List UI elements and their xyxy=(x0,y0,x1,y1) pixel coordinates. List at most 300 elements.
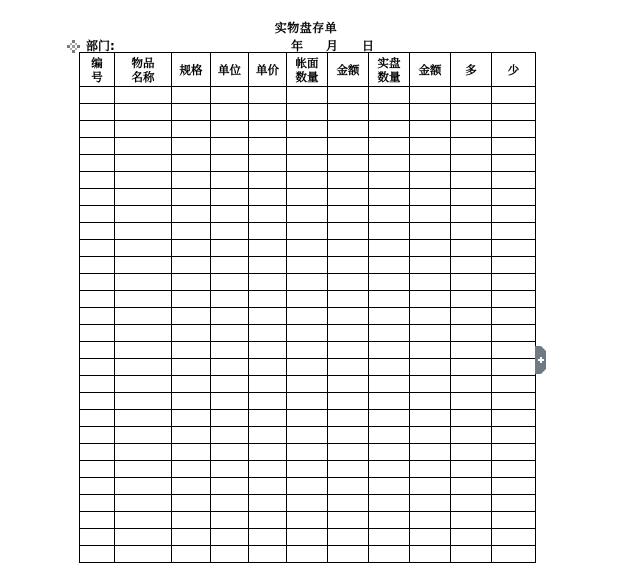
table-cell[interactable] xyxy=(115,512,172,529)
table-cell[interactable] xyxy=(287,87,328,104)
table-cell[interactable] xyxy=(172,529,211,546)
table-cell[interactable] xyxy=(369,223,410,240)
table-cell[interactable] xyxy=(328,410,369,427)
table-cell[interactable] xyxy=(172,274,211,291)
table-cell[interactable] xyxy=(328,325,369,342)
table-cell[interactable] xyxy=(410,529,451,546)
table-cell[interactable] xyxy=(328,376,369,393)
table-cell[interactable] xyxy=(328,427,369,444)
table-cell[interactable] xyxy=(492,444,536,461)
table-cell[interactable] xyxy=(369,529,410,546)
table-cell[interactable] xyxy=(369,87,410,104)
table-cell[interactable] xyxy=(492,291,536,308)
table-cell[interactable] xyxy=(80,223,115,240)
table-cell[interactable] xyxy=(287,359,328,376)
table-cell[interactable] xyxy=(172,495,211,512)
table-cell[interactable] xyxy=(328,495,369,512)
table-cell[interactable] xyxy=(80,325,115,342)
table-cell[interactable] xyxy=(172,478,211,495)
table-cell[interactable] xyxy=(249,342,287,359)
table-cell[interactable] xyxy=(115,393,172,410)
table-cell[interactable] xyxy=(249,121,287,138)
table-cell[interactable] xyxy=(287,206,328,223)
header-unit-price[interactable]: 单价 xyxy=(249,53,287,87)
table-cell[interactable] xyxy=(211,461,249,478)
table-cell[interactable] xyxy=(328,342,369,359)
table-cell[interactable] xyxy=(451,461,492,478)
table-cell[interactable] xyxy=(451,546,492,563)
table-cell[interactable] xyxy=(328,359,369,376)
table-cell[interactable] xyxy=(492,189,536,206)
table-cell[interactable] xyxy=(410,393,451,410)
table-cell[interactable] xyxy=(249,546,287,563)
table-cell[interactable] xyxy=(410,427,451,444)
table-cell[interactable] xyxy=(492,410,536,427)
table-cell[interactable] xyxy=(80,478,115,495)
table-cell[interactable] xyxy=(115,308,172,325)
table-cell[interactable] xyxy=(115,121,172,138)
table-cell[interactable] xyxy=(287,172,328,189)
table-cell[interactable] xyxy=(451,274,492,291)
table-cell[interactable] xyxy=(369,495,410,512)
table-cell[interactable] xyxy=(249,172,287,189)
table-cell[interactable] xyxy=(249,427,287,444)
table-cell[interactable] xyxy=(172,512,211,529)
table-cell[interactable] xyxy=(287,104,328,121)
table-cell[interactable] xyxy=(80,155,115,172)
table-cell[interactable] xyxy=(492,87,536,104)
table-cell[interactable] xyxy=(211,308,249,325)
table-cell[interactable] xyxy=(115,87,172,104)
table-cell[interactable] xyxy=(328,529,369,546)
table-cell[interactable] xyxy=(287,274,328,291)
table-cell[interactable] xyxy=(492,223,536,240)
table-cell[interactable] xyxy=(451,104,492,121)
table-cell[interactable] xyxy=(451,342,492,359)
table-cell[interactable] xyxy=(369,274,410,291)
table-cell[interactable] xyxy=(287,325,328,342)
table-cell[interactable] xyxy=(115,495,172,512)
table-cell[interactable] xyxy=(287,257,328,274)
table-cell[interactable] xyxy=(172,342,211,359)
table-cell[interactable] xyxy=(211,104,249,121)
table-cell[interactable] xyxy=(492,138,536,155)
table-cell[interactable] xyxy=(492,240,536,257)
table-cell[interactable] xyxy=(410,189,451,206)
table-cell[interactable] xyxy=(115,410,172,427)
header-surplus[interactable]: 多 xyxy=(451,53,492,87)
table-cell[interactable] xyxy=(172,257,211,274)
table-cell[interactable] xyxy=(211,223,249,240)
table-cell[interactable] xyxy=(451,427,492,444)
table-cell[interactable] xyxy=(369,121,410,138)
header-book-amount[interactable]: 金额 xyxy=(328,53,369,87)
table-cell[interactable] xyxy=(369,104,410,121)
table-cell[interactable] xyxy=(80,529,115,546)
table-cell[interactable] xyxy=(211,325,249,342)
table-cell[interactable] xyxy=(172,376,211,393)
table-cell[interactable] xyxy=(115,546,172,563)
table-cell[interactable] xyxy=(80,495,115,512)
table-cell[interactable] xyxy=(211,410,249,427)
table-cell[interactable] xyxy=(249,461,287,478)
table-cell[interactable] xyxy=(80,410,115,427)
table-cell[interactable] xyxy=(80,393,115,410)
table-cell[interactable] xyxy=(115,444,172,461)
table-cell[interactable] xyxy=(172,308,211,325)
table-cell[interactable] xyxy=(328,172,369,189)
table-cell[interactable] xyxy=(172,189,211,206)
table-cell[interactable] xyxy=(211,189,249,206)
table-cell[interactable] xyxy=(328,478,369,495)
table-cell[interactable] xyxy=(328,155,369,172)
table-cell[interactable] xyxy=(451,359,492,376)
table-cell[interactable] xyxy=(211,257,249,274)
table-cell[interactable] xyxy=(328,257,369,274)
table-cell[interactable] xyxy=(451,257,492,274)
table-cell[interactable] xyxy=(249,410,287,427)
table-cell[interactable] xyxy=(249,512,287,529)
table-cell[interactable] xyxy=(287,189,328,206)
table-cell[interactable] xyxy=(410,223,451,240)
table-cell[interactable] xyxy=(451,444,492,461)
table-cell[interactable] xyxy=(211,495,249,512)
table-cell[interactable] xyxy=(115,189,172,206)
table-cell[interactable] xyxy=(249,87,287,104)
table-cell[interactable] xyxy=(410,308,451,325)
table-cell[interactable] xyxy=(328,87,369,104)
table-cell[interactable] xyxy=(249,240,287,257)
table-cell[interactable] xyxy=(211,172,249,189)
table-cell[interactable] xyxy=(211,376,249,393)
table-cell[interactable] xyxy=(492,478,536,495)
table-cell[interactable] xyxy=(410,87,451,104)
table-cell[interactable] xyxy=(492,495,536,512)
table-cell[interactable] xyxy=(172,223,211,240)
table-cell[interactable] xyxy=(492,342,536,359)
table-cell[interactable] xyxy=(211,444,249,461)
table-cell[interactable] xyxy=(115,138,172,155)
table-cell[interactable] xyxy=(410,342,451,359)
table-cell[interactable] xyxy=(328,444,369,461)
table-cell[interactable] xyxy=(287,155,328,172)
header-spec[interactable]: 规格 xyxy=(172,53,211,87)
table-cell[interactable] xyxy=(410,359,451,376)
table-cell[interactable] xyxy=(410,138,451,155)
table-cell[interactable] xyxy=(369,172,410,189)
table-cell[interactable] xyxy=(328,189,369,206)
table-cell[interactable] xyxy=(80,308,115,325)
table-cell[interactable] xyxy=(172,240,211,257)
table-cell[interactable] xyxy=(287,223,328,240)
table-cell[interactable] xyxy=(451,138,492,155)
table-cell[interactable] xyxy=(369,444,410,461)
table-cell[interactable] xyxy=(249,257,287,274)
table-cell[interactable] xyxy=(211,121,249,138)
table-cell[interactable] xyxy=(287,512,328,529)
table-cell[interactable] xyxy=(369,376,410,393)
table-cell[interactable] xyxy=(328,240,369,257)
table-cell[interactable] xyxy=(249,495,287,512)
table-cell[interactable] xyxy=(492,257,536,274)
table-cell[interactable] xyxy=(492,121,536,138)
table-cell[interactable] xyxy=(451,308,492,325)
table-cell[interactable] xyxy=(80,87,115,104)
table-cell[interactable] xyxy=(80,121,115,138)
table-cell[interactable] xyxy=(451,393,492,410)
table-cell[interactable] xyxy=(80,257,115,274)
table-cell[interactable] xyxy=(451,189,492,206)
table-cell[interactable] xyxy=(369,189,410,206)
table-cell[interactable] xyxy=(287,427,328,444)
table-cell[interactable] xyxy=(369,359,410,376)
table-cell[interactable] xyxy=(410,257,451,274)
table-cell[interactable] xyxy=(287,529,328,546)
table-cell[interactable] xyxy=(249,444,287,461)
table-cell[interactable] xyxy=(172,393,211,410)
table-cell[interactable] xyxy=(410,546,451,563)
table-cell[interactable] xyxy=(80,206,115,223)
table-cell[interactable] xyxy=(492,529,536,546)
table-cell[interactable] xyxy=(328,308,369,325)
table-cell[interactable] xyxy=(492,274,536,291)
table-cell[interactable] xyxy=(451,495,492,512)
table-cell[interactable] xyxy=(80,359,115,376)
table-cell[interactable] xyxy=(80,342,115,359)
table-cell[interactable] xyxy=(211,87,249,104)
table-cell[interactable] xyxy=(369,427,410,444)
table-cell[interactable] xyxy=(451,478,492,495)
table-cell[interactable] xyxy=(328,223,369,240)
table-cell[interactable] xyxy=(249,104,287,121)
table-cell[interactable] xyxy=(80,240,115,257)
table-cell[interactable] xyxy=(287,342,328,359)
table-cell[interactable] xyxy=(410,172,451,189)
table-cell[interactable] xyxy=(451,121,492,138)
table-cell[interactable] xyxy=(172,461,211,478)
table-cell[interactable] xyxy=(369,155,410,172)
table-cell[interactable] xyxy=(492,376,536,393)
table-cell[interactable] xyxy=(410,121,451,138)
table-cell[interactable] xyxy=(328,104,369,121)
table-cell[interactable] xyxy=(80,172,115,189)
table-cell[interactable] xyxy=(328,546,369,563)
table-cell[interactable] xyxy=(80,512,115,529)
table-cell[interactable] xyxy=(410,104,451,121)
table-cell[interactable] xyxy=(451,512,492,529)
table-cell[interactable] xyxy=(410,155,451,172)
inventory-table[interactable] xyxy=(79,52,536,563)
table-cell[interactable] xyxy=(211,427,249,444)
table-cell[interactable] xyxy=(211,138,249,155)
table-cell[interactable] xyxy=(115,104,172,121)
table-cell[interactable] xyxy=(287,291,328,308)
table-cell[interactable] xyxy=(172,87,211,104)
table-cell[interactable] xyxy=(172,121,211,138)
table-cell[interactable] xyxy=(172,325,211,342)
table-cell[interactable] xyxy=(211,240,249,257)
table-cell[interactable] xyxy=(80,104,115,121)
table-cell[interactable] xyxy=(80,376,115,393)
table-cell[interactable] xyxy=(369,138,410,155)
table-cell[interactable] xyxy=(115,478,172,495)
header-unit[interactable]: 单位 xyxy=(211,53,249,87)
table-cell[interactable] xyxy=(172,172,211,189)
table-cell[interactable] xyxy=(451,172,492,189)
table-cell[interactable] xyxy=(249,393,287,410)
table-cell[interactable] xyxy=(287,478,328,495)
table-cell[interactable] xyxy=(369,461,410,478)
table-cell[interactable] xyxy=(451,376,492,393)
header-actual-quantity[interactable]: 实盘 数量 xyxy=(369,53,410,87)
table-cell[interactable] xyxy=(287,240,328,257)
table-cell[interactable] xyxy=(492,308,536,325)
table-cell[interactable] xyxy=(492,155,536,172)
table-cell[interactable] xyxy=(211,291,249,308)
header-number[interactable]: 编 号 xyxy=(80,53,115,87)
table-cell[interactable] xyxy=(369,342,410,359)
table-cell[interactable] xyxy=(451,240,492,257)
table-cell[interactable] xyxy=(410,512,451,529)
table-cell[interactable] xyxy=(172,444,211,461)
table-cell[interactable] xyxy=(115,427,172,444)
table-cell[interactable] xyxy=(249,206,287,223)
table-cell[interactable] xyxy=(287,138,328,155)
table-cell[interactable] xyxy=(451,291,492,308)
table-cell[interactable] xyxy=(172,546,211,563)
table-cell[interactable] xyxy=(211,393,249,410)
table-cell[interactable] xyxy=(172,138,211,155)
table-cell[interactable] xyxy=(115,359,172,376)
table-cell[interactable] xyxy=(115,223,172,240)
table-cell[interactable] xyxy=(410,325,451,342)
table-cell[interactable] xyxy=(369,478,410,495)
table-cell[interactable] xyxy=(369,410,410,427)
table-cell[interactable] xyxy=(115,325,172,342)
table-cell[interactable] xyxy=(287,410,328,427)
header-item-name[interactable]: 物品 名称 xyxy=(115,53,172,87)
table-cell[interactable] xyxy=(328,461,369,478)
table-cell[interactable] xyxy=(249,359,287,376)
table-cell[interactable] xyxy=(451,155,492,172)
header-book-quantity[interactable]: 帐面 数量 xyxy=(287,53,328,87)
table-cell[interactable] xyxy=(172,155,211,172)
table-cell[interactable] xyxy=(249,529,287,546)
table-cell[interactable] xyxy=(249,274,287,291)
table-cell[interactable] xyxy=(410,206,451,223)
table-cell[interactable] xyxy=(249,189,287,206)
table-cell[interactable] xyxy=(80,427,115,444)
table-cell[interactable] xyxy=(80,274,115,291)
table-cell[interactable] xyxy=(492,206,536,223)
table-cell[interactable] xyxy=(328,206,369,223)
table-cell[interactable] xyxy=(328,291,369,308)
table-cell[interactable] xyxy=(492,325,536,342)
table-cell[interactable] xyxy=(451,223,492,240)
table-cell[interactable] xyxy=(115,529,172,546)
table-cell[interactable] xyxy=(410,495,451,512)
table-cell[interactable] xyxy=(249,223,287,240)
header-actual-amount[interactable]: 金额 xyxy=(410,53,451,87)
table-cell[interactable] xyxy=(115,240,172,257)
table-cell[interactable] xyxy=(211,512,249,529)
table-cell[interactable] xyxy=(211,546,249,563)
table-cell[interactable] xyxy=(115,257,172,274)
table-cell[interactable] xyxy=(369,206,410,223)
table-cell[interactable] xyxy=(410,274,451,291)
table-cell[interactable] xyxy=(451,410,492,427)
table-cell[interactable] xyxy=(492,427,536,444)
table-cell[interactable] xyxy=(115,274,172,291)
table-cell[interactable] xyxy=(328,512,369,529)
table-cell[interactable] xyxy=(287,121,328,138)
table-cell[interactable] xyxy=(249,291,287,308)
table-cell[interactable] xyxy=(410,376,451,393)
table-cell[interactable] xyxy=(80,189,115,206)
table-cell[interactable] xyxy=(410,444,451,461)
header-shortage[interactable]: 少 xyxy=(492,53,536,87)
table-cell[interactable] xyxy=(410,461,451,478)
table-cell[interactable] xyxy=(172,410,211,427)
table-cell[interactable] xyxy=(369,308,410,325)
table-cell[interactable] xyxy=(410,410,451,427)
table-cell[interactable] xyxy=(492,104,536,121)
table-cell[interactable] xyxy=(287,376,328,393)
table-cell[interactable] xyxy=(492,359,536,376)
table-cell[interactable] xyxy=(249,325,287,342)
table-cell[interactable] xyxy=(211,478,249,495)
table-cell[interactable] xyxy=(115,155,172,172)
table-cell[interactable] xyxy=(249,138,287,155)
table-cell[interactable] xyxy=(492,393,536,410)
table-cell[interactable] xyxy=(451,206,492,223)
table-cell[interactable] xyxy=(115,172,172,189)
table-cell[interactable] xyxy=(287,495,328,512)
table-cell[interactable] xyxy=(287,393,328,410)
table-cell[interactable] xyxy=(211,359,249,376)
table-cell[interactable] xyxy=(328,393,369,410)
table-cell[interactable] xyxy=(115,461,172,478)
table-cell[interactable] xyxy=(369,512,410,529)
table-cell[interactable] xyxy=(451,87,492,104)
table-cell[interactable] xyxy=(369,393,410,410)
table-cell[interactable] xyxy=(287,461,328,478)
table-cell[interactable] xyxy=(451,529,492,546)
table-cell[interactable] xyxy=(211,529,249,546)
add-column-icon[interactable] xyxy=(535,346,546,374)
table-cell[interactable] xyxy=(492,172,536,189)
table-cell[interactable] xyxy=(492,512,536,529)
table-cell[interactable] xyxy=(80,546,115,563)
table-cell[interactable] xyxy=(369,240,410,257)
table-cell[interactable] xyxy=(328,274,369,291)
table-cell[interactable] xyxy=(211,206,249,223)
table-cell[interactable] xyxy=(328,121,369,138)
table-cell[interactable] xyxy=(172,359,211,376)
table-cell[interactable] xyxy=(369,257,410,274)
table-cell[interactable] xyxy=(249,478,287,495)
table-cell[interactable] xyxy=(80,461,115,478)
table-cell[interactable] xyxy=(410,291,451,308)
table-cell[interactable] xyxy=(410,478,451,495)
table-cell[interactable] xyxy=(249,376,287,393)
table-cell[interactable] xyxy=(211,155,249,172)
table-cell[interactable] xyxy=(80,291,115,308)
table-cell[interactable] xyxy=(211,274,249,291)
table-cell[interactable] xyxy=(369,325,410,342)
table-cell[interactable] xyxy=(115,291,172,308)
table-cell[interactable] xyxy=(369,546,410,563)
